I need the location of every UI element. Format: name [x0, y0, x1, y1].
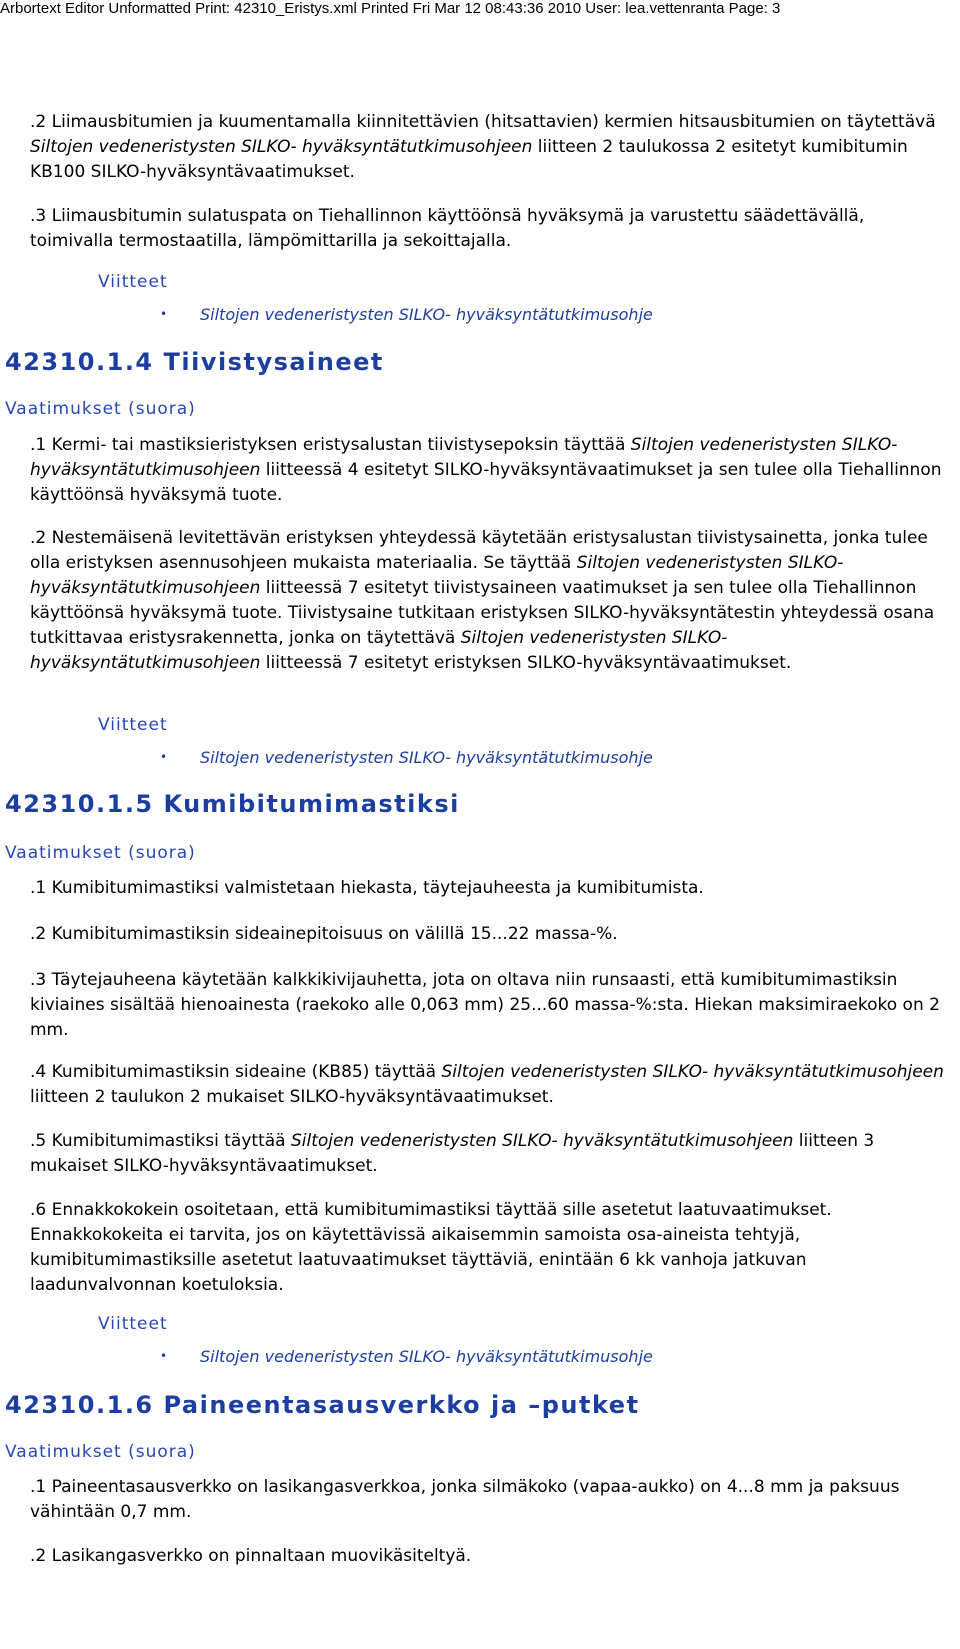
bullet-icon: • — [160, 307, 168, 321]
paragraph-text: liitteessä 7 esitetyt tiivistysaineen vaatimukset ja sen tulee olla Tiehallinnon käyttöönsä hyväksymä tuote. Tiivistysaine tutkitaan eristyksen SILKO-hyväksyntätestin yhteydessä osana tutkittavaa eristysrakennetta, jonka on täytettävä — [30, 578, 935, 648]
paragraph-text: .5 Kumibitumimastiksi täyttää — [30, 1131, 291, 1151]
vaatimukset-label: Vaatimukset (suora) — [5, 399, 196, 419]
reference-link[interactable] — [160, 1347, 653, 1366]
paragraph — [30, 1544, 945, 1569]
paragraph — [30, 1060, 945, 1110]
reference-link-text[interactable]: Siltojen vedeneristysten SILKO- hyväksyntätutkimusohje — [200, 748, 653, 767]
vaatimukset-label: Vaatimukset (suora) — [5, 1442, 196, 1462]
paragraph-text: .2 Nestemäisenä levitettävän eristyksen yhteydessä käytetään eristysalustan tiivistysainetta, jonka tulee olla eristyksen asennusohjeen mukaista materiaalia. Se täyttää — [30, 528, 928, 573]
paragraph — [30, 110, 945, 185]
paragraph-text: .1 Kermi- tai mastiksieristyksen eristysalustan tiivistysepoksin täyttää — [30, 435, 631, 455]
paragraph — [30, 1129, 945, 1179]
paragraph-text: .3 Täytejauheena käytetään kalkkikivijauhetta, jota on oltava niin runsaasti, että kumibitumimastiksin kiviaines sisältää hienoainesta (raekoko alle 0,063 mm) 25...60 massa-%:sta. Hiekan maksimiraekoko on 2 mm. — [30, 970, 940, 1040]
reference-link-text[interactable]: Siltojen vedeneristysten SILKO- hyväksyntätutkimusohje — [200, 1347, 653, 1366]
reference-inline: Siltojen vedeneristysten SILKO- hyväksyntätutkimusohjeen — [441, 1062, 944, 1082]
paragraph — [30, 1198, 945, 1298]
paragraph-text: liitteessä 4 esitetyt SILKO-hyväksyntävaatimukset ja sen tulee olla Tiehallinnon käyttöönsä hyväksymä tuote. — [30, 460, 942, 505]
paragraph-text: .6 Ennakkokokein osoitetaan, että kumibitumimastiksi täyttää sille asetetut laatuvaatimukset. Ennakkokokeita ei tarvita, jos on käytettävissä aikaisemmin samoista osa-aineista tehtyjä, kumibitumimastiksille asetetut laatuvaatimukset täyttäviä, enintään 6 kk vanhoja jatkuvan laadunvalvonnan koetuloksia. — [30, 1200, 832, 1295]
section-title: 42310.1.5 Kumibitumimastiksi — [5, 790, 460, 818]
paragraph — [30, 968, 945, 1043]
reference-inline: Siltojen vedeneristysten SILKO- hyväksyntätutkimusohjeen — [30, 628, 728, 673]
paragraph-text: .3 Liimausbitumin sulatuspata on Tiehallinnon käyttöönsä hyväksymä ja varustettu säädettävällä, toimivalla termostaatilla, lämpömittarilla ja sekoittajalla. — [30, 206, 865, 251]
paragraph — [30, 876, 945, 901]
reference-inline: Siltojen vedeneristysten SILKO- hyväksyntätutkimusohjeen — [291, 1131, 794, 1151]
paragraph — [30, 922, 945, 947]
paragraph — [30, 204, 945, 254]
paragraph-text: .2 Liimausbitumien ja kuumentamalla kiinnitettävien (hitsattavien) kermien hitsausbitumien on täytettävä — [30, 112, 936, 132]
print-header: Arbortext Editor Unformatted Print: 42310_Eristys.xml Printed Fri Mar 12 08:43:36 2010 User: lea.vettenranta Page: 3 — [0, 0, 781, 17]
paragraph-text: liitteessä 7 esitetyt eristyksen SILKO-hyväksyntävaatimukset. — [260, 653, 792, 673]
vaatimukset-label: Vaatimukset (suora) — [5, 843, 196, 863]
paragraph-text: .4 Kumibitumimastiksin sideaine (KB85) täyttää — [30, 1062, 442, 1082]
viitteet-label: Viitteet — [98, 272, 168, 292]
reference-inline: Siltojen vedeneristysten SILKO- hyväksyntätutkimusohjeen — [30, 435, 898, 480]
paragraph-text: .2 Kumibitumimastiksin sideainepitoisuus on välillä 15...22 massa-%. — [30, 924, 618, 944]
paragraph-text: liitteen 2 taulukon 2 mukaiset SILKO-hyväksyntävaatimukset. — [30, 1087, 554, 1107]
viitteet-label: Viitteet — [98, 1314, 168, 1334]
paragraph-text: .2 Lasikangasverkko on pinnaltaan muovikäsiteltyä. — [30, 1546, 472, 1566]
paragraph-text: .1 Kumibitumimastiksi valmistetaan hiekasta, täytejauheesta ja kumibitumista. — [30, 878, 704, 898]
paragraph-text: liitteen 2 taulukossa 2 esitetyt kumibitumin KB100 SILKO-hyväksyntävaatimukset. — [30, 137, 908, 182]
bullet-icon: • — [160, 1349, 168, 1363]
viitteet-label: Viitteet — [98, 715, 168, 735]
section-title: 42310.1.4 Tiivistysaineet — [5, 348, 384, 376]
reference-inline: Siltojen vedeneristysten SILKO- hyväksyntätutkimusohjeen — [30, 137, 533, 157]
paragraph — [30, 526, 945, 676]
reference-link-text[interactable]: Siltojen vedeneristysten SILKO- hyväksyntätutkimusohje — [200, 305, 653, 324]
reference-inline: Siltojen vedeneristysten SILKO- hyväksyntätutkimusohjeen — [30, 553, 844, 598]
paragraph-text: liitteen 3 mukaiset SILKO-hyväksyntävaatimukset. — [30, 1131, 875, 1176]
reference-link[interactable] — [160, 748, 653, 767]
paragraph — [30, 433, 945, 508]
section-title: 42310.1.6 Paineentasausverkko ja –putket — [5, 1391, 640, 1419]
paragraph-text: .1 Paineentasausverkko on lasikangasverkkoa, jonka silmäkoko (vapaa-aukko) on 4...8 mm ja paksuus vähintään 0,7 mm. — [30, 1477, 900, 1522]
bullet-icon: • — [160, 750, 168, 764]
paragraph — [30, 1475, 945, 1525]
reference-link[interactable] — [160, 305, 653, 324]
